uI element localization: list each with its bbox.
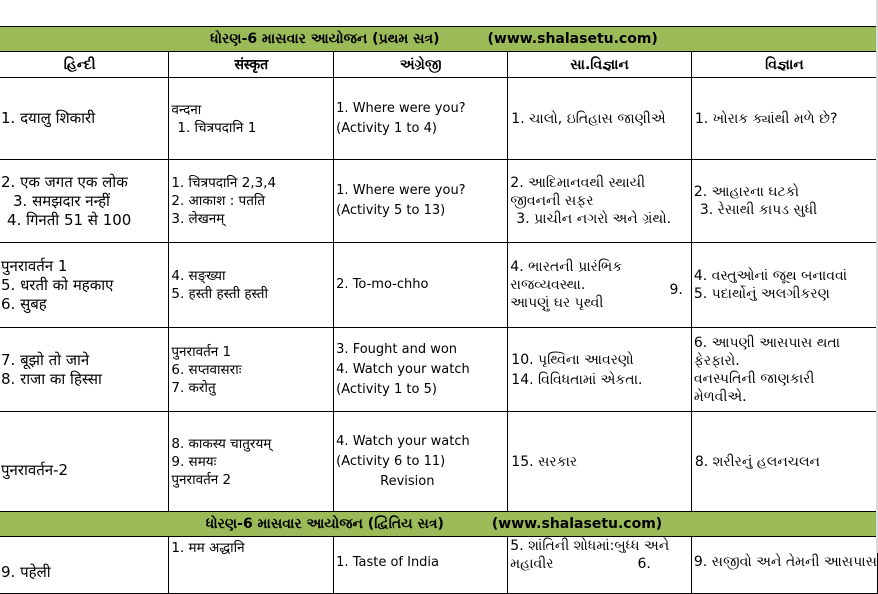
plan-table [0,26,878,594]
cell-line: 1. चित्रपदानि 1 [177,119,257,136]
cell-line: વનસ્પતિની જાણકારી [693,370,815,387]
cell-line: 2. To-mo-chho [336,277,429,292]
cell-line: આપણું ઘર પૃથ્વી [510,295,604,311]
hindi-cell [0,537,169,594]
cell-line: 8. શરીરનું હલનચલન [694,453,820,470]
cell-line: 8. काकस्य चातुरयम् [171,435,272,452]
cell-line: 2. આહારના ઘટકો [693,184,800,200]
cell-line: 9. पहेली [1,563,51,581]
col-header-social-science: સા.વિજ્ઞાન [508,52,692,78]
cell-line: જીવનની સફર [510,193,594,209]
cell-line: (Activity 5 to 13) [336,203,446,218]
sanskrit-cell [169,412,334,512]
spreadsheet [0,26,878,594]
cell-line: वन्दना [171,101,202,118]
col-header-english: અંગ્રેજી [334,52,508,78]
sanskrit-cell [169,243,334,328]
social-science-cell [508,78,692,160]
cell-line: 7. करोतु [171,379,216,396]
hindi-cell [0,328,169,412]
english-cell [334,328,508,412]
cell-line: 6. આપણી આસપાસ થતા [693,334,841,351]
cell-line: 6. सुबह [1,294,47,313]
cell-line: 1. दयालु शिकारी [1,109,96,127]
cell-line: 4. गिनती 51 से 100 [7,210,132,229]
social-science-cell [508,160,692,243]
table-row [0,537,878,594]
cell-line: મહાવીર [510,556,554,572]
table-row [0,328,878,412]
hindi-cell [0,78,169,160]
cell-line: 9. समयः [171,453,217,470]
hindi-cell [0,243,169,328]
table-row [0,160,878,243]
cell-line: 14. વિવિધતામાં એકતા. [511,371,643,388]
english-cell [334,537,508,594]
cell-line: 1. चित्रपदानि 2,3,4 [171,175,277,191]
cell-line: 3. लेखनम् [171,211,225,227]
cell-line: (Activity 6 to 11) [336,453,446,469]
cell-line: 1. Where were you? [336,100,466,116]
cell-line: 3. Fought and won [336,341,458,357]
cell-line: મેળવીએ. [693,388,747,405]
science-cell [691,78,877,160]
cell-line: 9. સજીવો અને તેમની આસપાસ [693,554,877,570]
cell-line: 5. શાંતિની શોધમાં:બુધ્ધ અને [510,538,670,554]
science-cell [691,412,877,512]
table-row [0,412,878,512]
cell-line: 7. बूझो तो जाने [1,350,90,369]
cell-line: पुनरावर्तन 1 [171,343,232,360]
english-cell [334,78,508,160]
cell-line: 1. ખોરાક ક્યાંથી મળે છે? [694,110,838,127]
cell-line: 1. Where were you? [336,183,466,198]
cell-line: 4. ભારતની પ્રારંભિક [510,259,623,275]
col-header-sanskrit: संस्कृत [169,52,334,78]
col-header-hindi: હિન્દી [0,52,169,78]
cell-line: 4. Watch your watch [336,433,470,449]
cell-line: 4. વસ્તુઓનાં જૂથ બનાવવાં [693,268,848,284]
cell-line: 8. राजा का हिस्सा [1,369,102,388]
social-science-cell [508,412,692,512]
cell-line: 10. પૃથ્વિના આવરણો [511,351,634,368]
cell-line: 15. સરકાર [511,453,578,470]
band-title: ધોરણ-6 માસવાર આયોજન (પ્રથમ સત્ર) [210,31,440,47]
cell-line: पुनरावर्तन 2 [171,471,232,488]
cell-line: ફેરફારો. [693,352,740,369]
cell-line: 1. मम अद्धानि [171,540,245,556]
band-cell [0,512,878,537]
cell-line: 5. हस्ती हस्ती हस्ती [171,286,268,302]
col-header-science: વિજ્ઞાન [691,52,877,78]
cell-line: 1. ચાલો, ઇતિહાસ જાણીએ [511,110,666,127]
cell-line: 9. [669,282,683,298]
cell-line: રાજવ્યવસ્થા. [510,277,586,293]
english-cell [334,160,508,243]
cell-line: (Activity 1 to 5) [336,381,437,397]
social-science-cell [508,537,692,594]
cell-line: (Activity 1 to 4) [336,120,437,136]
sanskrit-cell [169,160,334,243]
science-cell [691,537,877,594]
hindi-cell [0,412,169,512]
sanskrit-cell [169,537,334,594]
cell-line: 3. પ્રાચીન નગરો અને ગ્રંથો. [516,211,672,227]
english-cell [334,243,508,328]
cell-line: 1. Taste of India [336,555,440,570]
cell-line: 5. धरती को महकाए [1,275,114,294]
cell-line: 2. एक जगत एक लोक [1,172,128,191]
cell-line: 4. सङ्ख्या [171,268,226,284]
table-row [0,243,878,328]
science-cell [691,328,877,412]
social-science-cell [508,328,692,412]
cell-line: 2. आकाश : पतति [171,193,266,209]
english-cell [334,412,508,512]
hindi-cell [0,160,169,243]
social-science-cell [508,243,692,328]
cell-line: पुनरावर्तन 1 [1,256,68,275]
band-title: ધોરણ-6 માસવાર આયોજન (દ્વિતિય સત્ર) [205,516,444,532]
band-site: (www.shalasetu.com) [487,31,658,47]
cell-line: 3. રેસાથી કાપડ સુધી [699,202,818,218]
cell-line: 2. આદિમાનવથી સ્થાયી [510,175,646,191]
cell-line: पुनरावर्तन-2 [1,461,69,479]
band-cell [0,27,878,52]
cell-line: 5. પદાર્થોનું અલગીકરણ [693,286,830,302]
sanskrit-cell [169,328,334,412]
band-site: (www.shalasetu.com) [491,516,663,532]
table-row [0,78,878,160]
cell-line: Revision [380,473,435,489]
semester-band-2 [0,512,878,537]
sanskrit-cell [169,78,334,160]
semester-band-1 [0,27,878,52]
science-cell [691,160,877,243]
cell-line: 6. [637,556,651,572]
header-row [0,52,878,78]
science-cell [691,243,877,328]
cell-line: 6. सप्तवासराः [171,361,242,378]
cell-line: 4. Watch your watch [336,361,470,377]
top-strip [0,0,878,26]
cell-line: 3. समझदार नन्हीं [13,191,110,210]
